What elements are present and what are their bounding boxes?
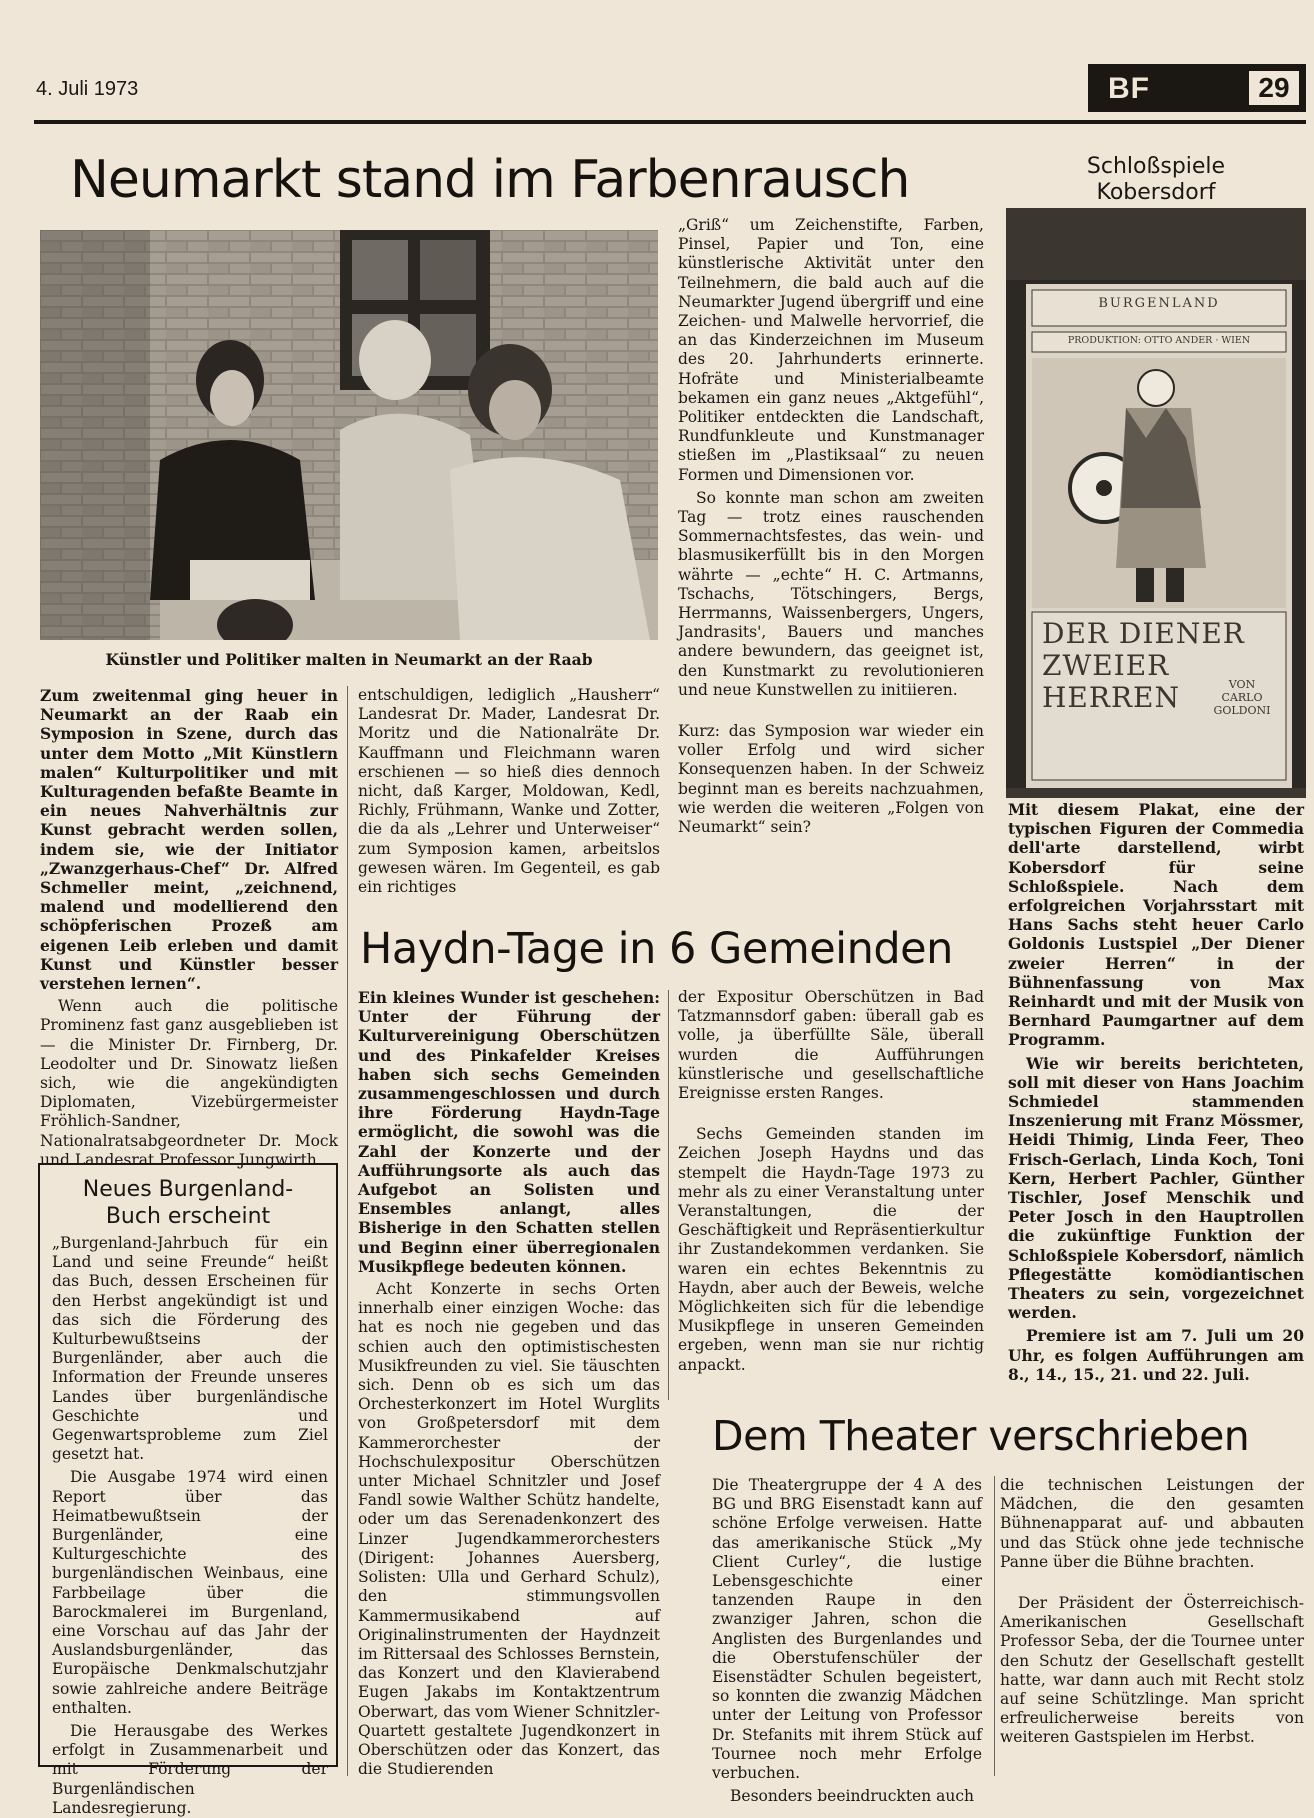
- column-rule: [668, 990, 669, 1400]
- paragraph: „Burgenland-Jahrbuch für ein Land und seine Freunde“ heißt das Buch, dessen Erscheinen für den Herbst angekündigt ist und das sich die Förderung des Kulturbewußtseins der Burgenländer, aber auch die Information der Freunde unseres Landes über burgenländische Geschichte und Gegenwartsprobleme zum Ziel gesetzt hat.: [52, 1234, 328, 1464]
- paragraph: entschuldigen, lediglich „Hausherr“ Landesrat Dr. Mader, Landesrat Dr. Moritz und die Nationalräte Dr. Kauffmann und Fleichmann waren erschienen — so hieß dies dennoch nicht, daß Karger, Moldowan, Kedl, Richly, Frühmann, Wanke und Zotter, die da als „Lehrer und Unterweiser“ zum Symposion kamen, arbeitslos gewesen wären. Im Gegenteil, es gab ein richtiges: [358, 686, 660, 897]
- photo-caption: Künstler und Politiker malten in Neumarkt an der Raab: [105, 650, 593, 669]
- main-article-column-3: [678, 216, 984, 837]
- theater-poster: [1006, 208, 1306, 798]
- paragraph: der Expositur Oberschützen in Bad Tatzmannsdorf gaben: überall gab es volle, ja überfüllte Säle, überall wurden die Aufführungen künstlerische und gesellschaftliche Ereignisse ersten Ranges.: [678, 988, 984, 1103]
- main-headline: Neumarkt stand im Farbenrausch: [70, 150, 910, 210]
- main-article-column-2: [358, 686, 660, 897]
- paragraph: Acht Konzerte in sechs Orten innerhalb einer einzigen Woche: das hat es noch nie gegeben und das schien auch den optimistischesten Musikfreunden zu viel. Sie täuschten sich. Denn ob es sich um das Orchesterkonzert im Hotel Wurglits von Großpetersdorf mit dem Kammerorchester der Hochschulexpositur Oberschützen unter Michael Schnitzler und Josef Fandl sowie Walther Schütz handelte, oder um das Serenadenkonzert des Linzer Jugendkammerorchesters (Dirigent: Johannes Auersberg, Solisten: Ulla und Gerhard Schulz), den stimmungsvollen Kammermusikabend auf Originalinstrumenten der Haydnzeit im Rittersaal des Schlosses Bernstein, das Konzert und den Klavierabend Eugen Jakabs im Kontaktzentrum Oberwart, das vom Wiener Schnitzler-Quartett gestaltete Jugendkonzert in Oberschützen oder das Konzert, das die Studierenden: [358, 1280, 660, 1779]
- paragraph: Wie wir bereits berichteten, soll mit dieser von Hans Joachim Schmiedel stammenden Inszenierung mit Franz Mössmer, Heidi Thimig, Linda Feer, Theo Frisch-Gerlach, Linda Koch, Toni Kern, Herbert Pachler, Günther Tischler, Josef Menschik und Peter Josch in den Hauptrollen die zukünftige Funktion der Schloßspiele Kobersdorf, nämlich Pflegestätte komödiantischen Theaters zu sein, vorgezeichnet werden.: [1008, 1053, 1304, 1323]
- side-headline-line: Kobersdorf: [1096, 180, 1216, 205]
- paragraph: Premiere ist am 7. Juli um 20 Uhr, es folgen Aufführungen am 8., 14., 15., 21. und 22. Juli.: [1008, 1326, 1304, 1384]
- paragraph: Besonders beeindruckten auch: [730, 1787, 975, 1806]
- paragraph: Wenn auch die politische Prominenz fast ganz ausgeblieben ist — die Minister Dr. Firnberg, Dr. Leodolter und Dr. Sinowatz ließen sich, wie die angekündigten Diplomaten, Vizebürgermeister Fröhlich-Sandner, Nationalratsabgeordneter Dr. Mock und Landesrat Professor Jungwirth: [40, 997, 338, 1169]
- section-label: BF: [1108, 72, 1150, 105]
- artists-photo-illustration: [40, 230, 658, 640]
- column-rule: [347, 686, 348, 1776]
- side-article-text: [1008, 800, 1304, 1384]
- poster-author-line: CARLO: [1221, 691, 1263, 704]
- box-article-text: [52, 1234, 328, 1818]
- poster-author: [1202, 678, 1282, 717]
- paragraph: Kurz: das Symposion war wieder ein voller Erfolg und wird sicher Konsequenzen haben. In der Schweiz beginnt man es bereits nachzuahmen, wie werden die weiteren „Folgen von Neumarkt“ sein?: [678, 722, 984, 837]
- poster-region: BURGENLAND: [1098, 296, 1220, 311]
- poster-title-line: HERREN: [1042, 681, 1180, 714]
- theater-column-2: [1000, 1476, 1304, 1748]
- theater-column-1: [712, 1476, 982, 1806]
- header-rule: [34, 120, 1306, 124]
- paragraph: die technischen Leistungen der Mädchen, die den gesamten Bühnenapparat auf- und abbauten und das Stück ohne jede technische Panne über die Bühne brachten.: [1000, 1476, 1304, 1571]
- poster-author-line: GOLDONI: [1213, 704, 1271, 717]
- haydn-headline: Haydn-Tage in 6 Gemeinden: [360, 924, 953, 974]
- haydn-column-2: [678, 988, 984, 1375]
- paragraph: Die Theatergruppe der 4 A des BG und BRG Eisenstadt kann auf schöne Erfolge verweisen. Hatte das amerikanische Stück „My Client Curley“, die lustige Lebensgeschichte einer tanzenden Raupe in den zwanziger Jahren, schon die Anglisten des Burgenlandes und die Oberstufenschüler der Eisenstädter Schulen begeistert, so konnten die zwanzig Mädchen unter der Leitung von Professor Dr. Stefanits mit ihrem Stück auf Tournee noch mehr Erfolge verbuchen.: [712, 1476, 982, 1783]
- poster-title-line: ZWEIER: [1042, 649, 1170, 682]
- paragraph: Mit diesem Plakat, eine der typischen Figuren der Commedia dell'arte darstellend, wirbt Kobersdorf für seine Schloßspiele. Nach dem erfolgreichen Vorjahrsstart mit Hans Sachs steht heuer Carlo Goldonis Lustspiel „Der Diener zweier Herren“ in der Bühnenfassung von Max Reinhardt und mit der Musik von Bernhard Paumgartner auf dem Programm.: [1008, 800, 1304, 1050]
- box-headline-line: Neues Burgenland-: [82, 1177, 294, 1202]
- poster-author-line: VON: [1228, 678, 1256, 691]
- paragraph: Sechs Gemeinden standen im Zeichen Joseph Haydns und das stempelt die Haydn-Tage 1973 zu mehr als zu einer Veranstaltung unter Veranstaltungen, die der Geschäftigkeit und Repräsentierkultur ihr Zustandekommen verdanken. Sie waren ein echtes Bekenntnis zu Haydn, aber auch der Beweis, welche Möglichkeiten sich für die lebendige Musikpflege in unseren Gemeinden ergeben, wenn man sie nur richtig anpackt.: [678, 1125, 984, 1374]
- column-rule: [994, 1476, 995, 1776]
- theater-headline: Dem Theater verschrieben: [712, 1412, 1250, 1460]
- poster-production: PRODUKTION: OTTO ANDER · WIEN: [1067, 335, 1251, 346]
- paragraph: Die Ausgabe 1974 wird einen Report über das Heimatbewußtsein der Burgenländer, eine Kulturgeschichte des burgenländischen Weinbaus, eine Farbbeilage über die Barockmalerei im Burgenland, eine Vorschau auf das Jahr der Auslandsburgenländer, das Europäische Denkmalschutzjahr sowie zahlreiche andere Beiträge enthalten.: [52, 1468, 328, 1717]
- paragraph: So konnte man schon am zweiten Tag — trotz eines rauschenden Sommernachtsfestes, das wein- und blasmusikerfüllt bis in den Morgen währte — „echte“ H. C. Artmanns, Tschachs, Tötschingers, Bergs, Herrmanns, Waissenbergers, Ungers, Jandrasits', Bauers und manches andere bewundern, das geeignet ist, den Kunstmarkt zu revolutionieren und neue Kunstwellen zu initiieren.: [678, 488, 984, 699]
- haydn-column-1: [358, 988, 660, 1779]
- page-number: 29: [1258, 72, 1290, 103]
- box-headline-line: Buch erscheint: [105, 1204, 271, 1229]
- haydn-lead: Ein kleines Wunder ist geschehen: Unter der Führung der Kulturvereinigung Oberschützen und des Pinkafelder Kreises haben sich sechs Gemeinden zusammengeschlossen und durch ihre Förderung Haydn-Tage ermöglicht, die sowohl was die Zahl der Konzerte und der Aufführungsorte als auch das Aufgebot an Solisten und Ensembles anlangt, alles Bisherige in den Schatten stellen und Beginn einer überregionalen Musikpflege bedeuten können.: [358, 988, 660, 1276]
- box-headline: [40, 1176, 336, 1230]
- paragraph: Die Herausgabe des Werkes erfolgt in Zusammenarbeit und mit Förderung der Burgenländischen Landesregierung.: [52, 1722, 328, 1817]
- poster-title-line: DER DIENER: [1042, 617, 1245, 650]
- paragraph: Der Präsident der Österreichisch-Amerikanischen Gesellschaft Professor Seba, der die Tournee unter den Schutz der Gesellschaft gestellt hatte, war dann auch mit Recht stolz auf seine Schützlinge. Man spricht erfreulicherweise bereits von weiteren Gastspielen im Herbst.: [1000, 1594, 1304, 1747]
- side-headline-line: Schloßspiele: [1086, 154, 1226, 179]
- issue-date: 4. Juli 1973: [36, 78, 139, 100]
- main-article-lead: Zum zweitenmal ging heuer in Neumarkt an der Raab ein Symposion in Szene, durch das unter dem Motto „Mit Künstlern malen“ Kulturpolitiker und mit Kulturagenden befaßte Beamte in ein neues Nahverhältnis zur Kunst gebracht werden sollen, indem sie, wie der Initiator „Zwanzgerhaus-Chef“ Dr. Alfred Schmeller meint, „zeichnend, malend und modellierend den schöpferischen Prozeß am eigenen Leib erleben und damit Kunst und Künstler besser verstehen lernen“.: [40, 686, 338, 994]
- article-photo: [40, 230, 658, 640]
- side-headline: [1006, 154, 1306, 206]
- paragraph: „Griß“ um Zeichenstifte, Farben, Pinsel, Papier und Ton, eine künstlerische Aktivität unter den Teilnehmern, die bald auch auf die Neumarkter Jugend übergriff und eine Zeichen- und Malwelle hervorrief, die an das Kinderzeichnen im Museum des 20. Jahrhunderts erinnerte. Hofräte und Ministerialbeamte bekamen ein ganz neues „Aktgefühl“, Politiker entdeckten die Landschaft, Rundfunkleute und Kunstmanager stießen im „Plastiksaal“ zu neuen Formen und Dimensionen vor.: [678, 216, 984, 484]
- main-article-column-1: [40, 686, 338, 1170]
